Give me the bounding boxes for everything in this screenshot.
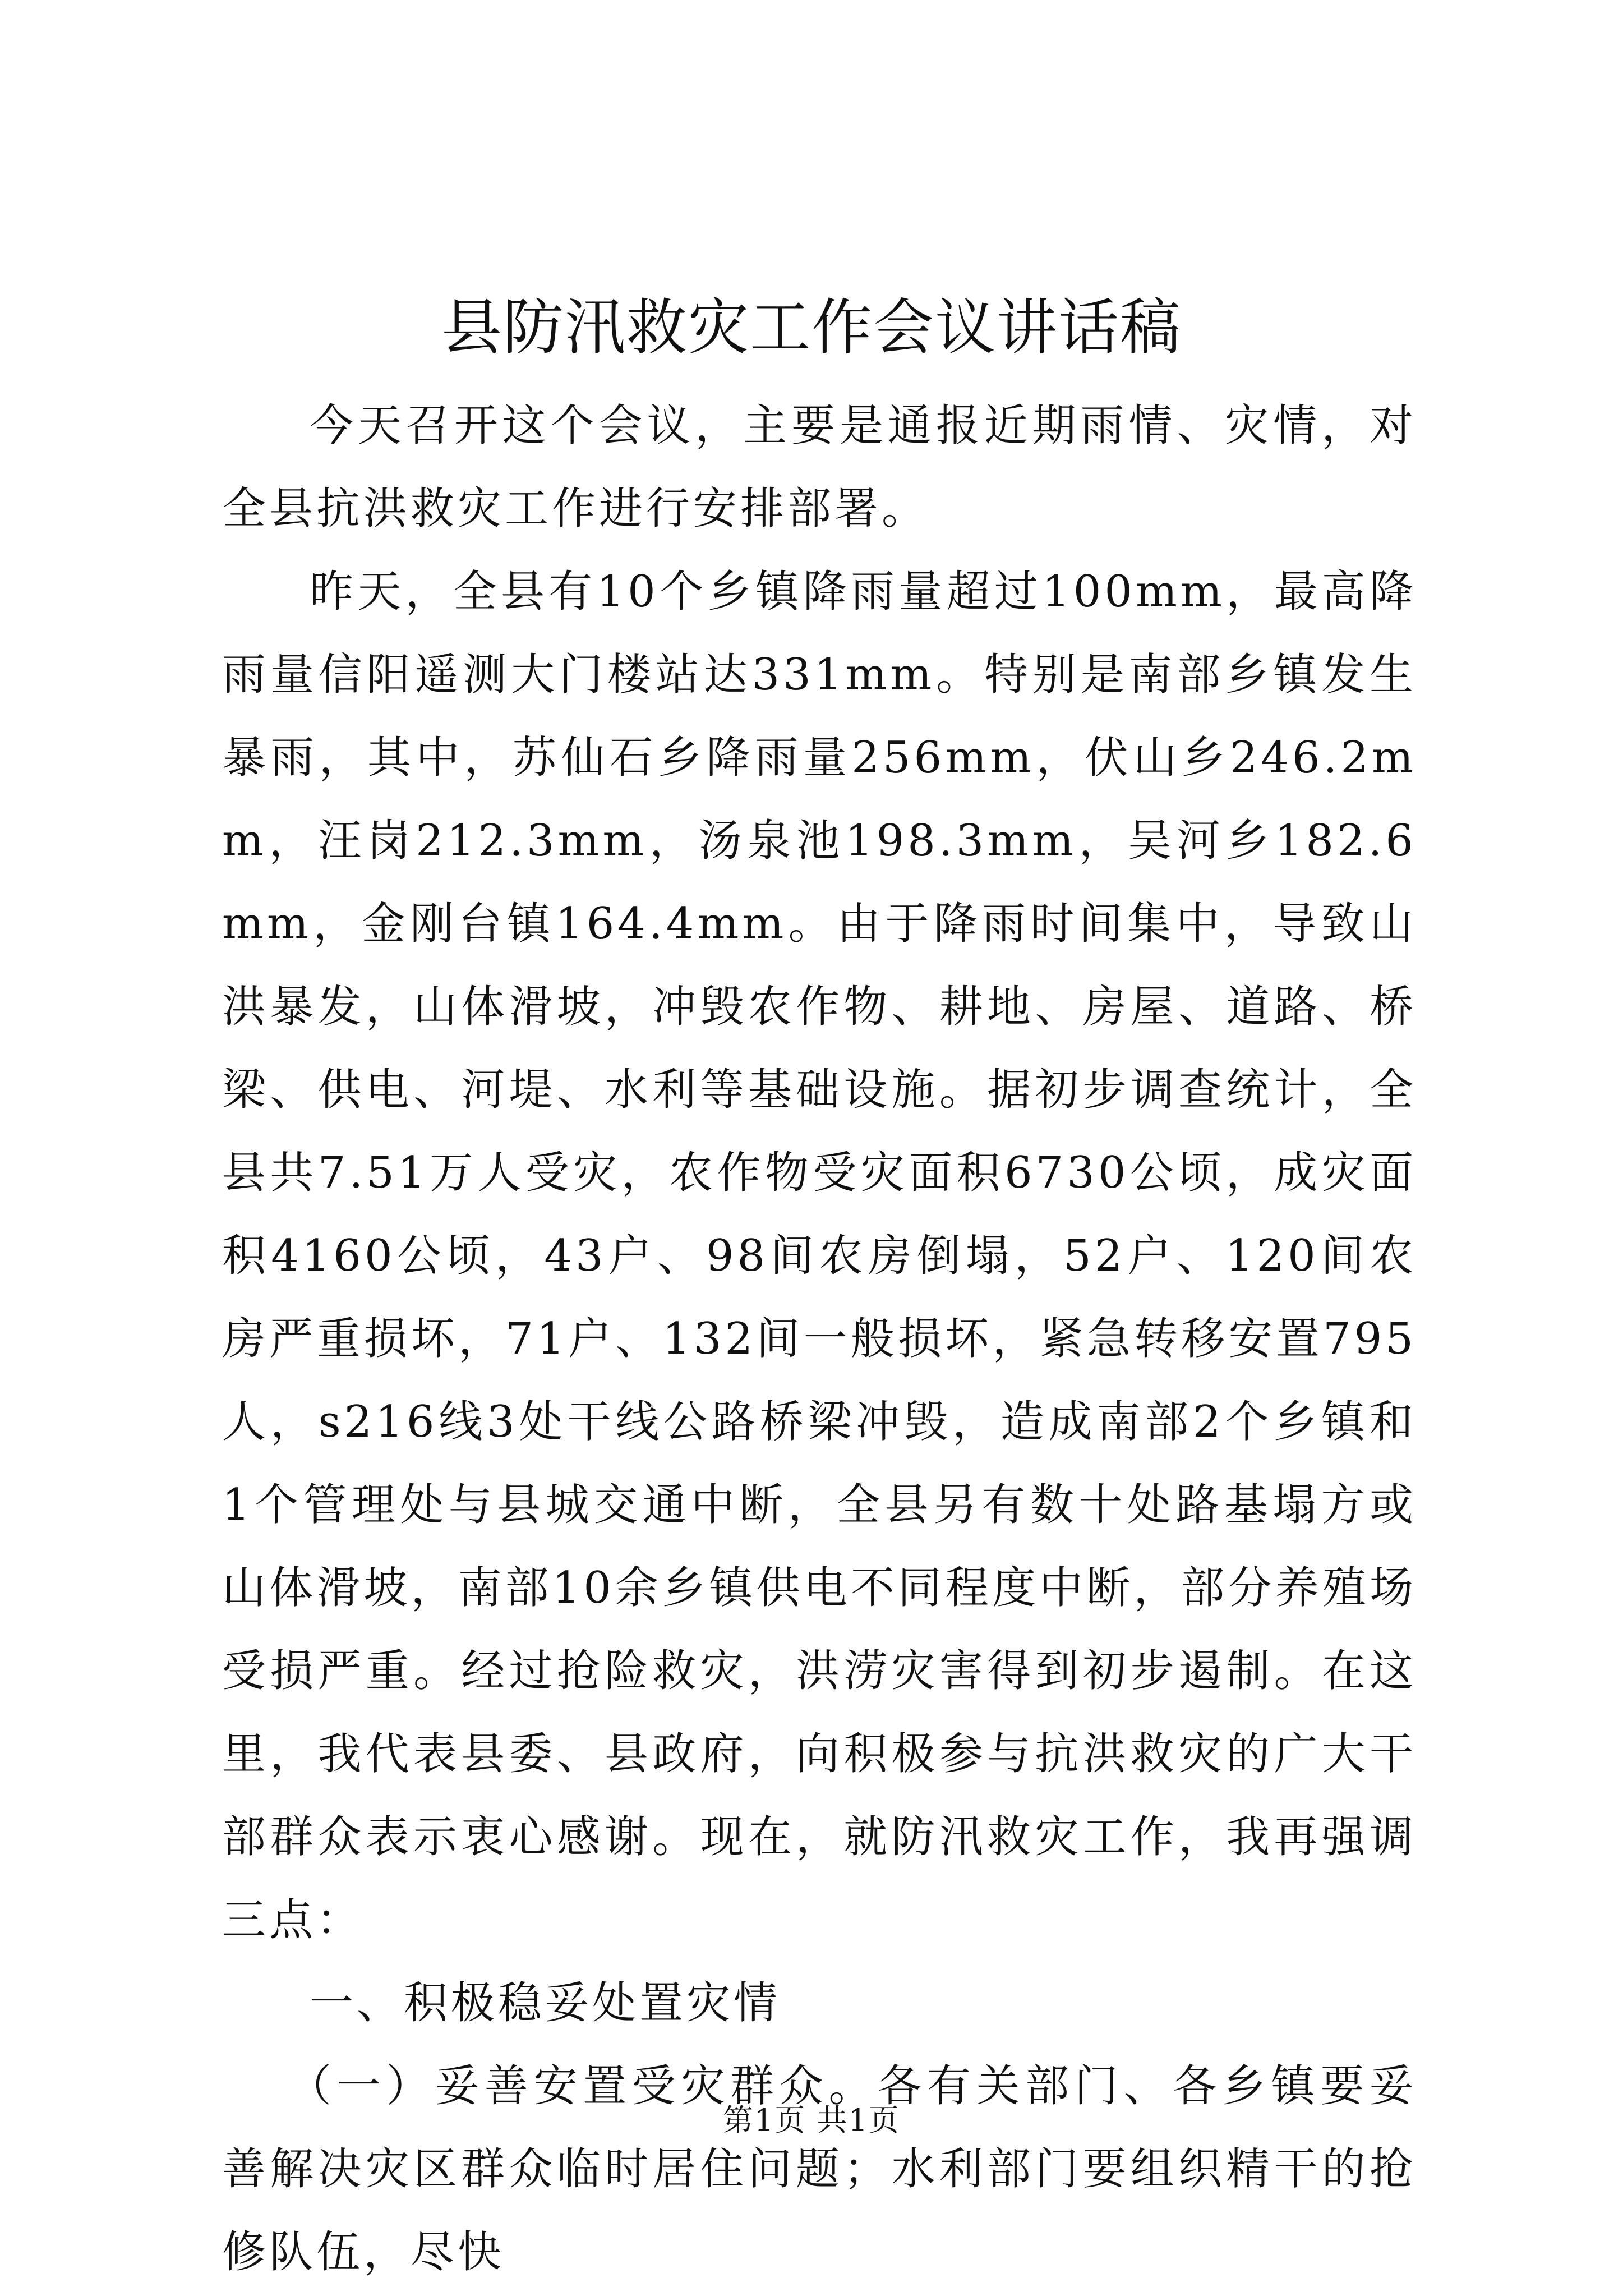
section-heading: 一、积极稳妥处置灾情 <box>310 1978 781 2028</box>
subsection-paragraph: （一）妥善安置受灾群众。各有关部门、各乡镇要妥善解决灾区群众临时居住问题；水利部门要组织精干的抢修队伍，尽快 <box>222 2061 1417 2277</box>
disaster-report-paragraph: 昨天，全县有10个乡镇降雨量超过100mm，最高降雨量信阳遥测大门楼站达331mm。特别是南部乡镇发生暴雨，其中，苏仙石乡降雨量256mm，伏山乡246.2mm，汪岗212.3mm，汤泉池198.3mm，吴河乡182.6mm，金刚台镇164.4mm。由于降雨时间集中，导致山洪暴发，山体滑坡，冲毁农作物、耕地、房屋、道路、桥梁、供电、河堤、水利等基础设施。据初步调查统计，全县共7.51万人受灾，农作物受灾面积6730公顷，成灾面积4160公顷，43户、98间农房倒塌，52户、120间农房严重损坏，71户、132间一般损坏，紧急转移安置795人，s216线3处干线公路桥梁冲毁，造成南部2个乡镇和1个管理处与县城交通中断，全县另有数十处路基塌方或山体滑坡，南部10余乡镇供电不同程度中断，部分养殖场受损严重。经过抢险救灾，洪涝灾害得到初步遏制。在这里，我代表县委、县政府，向积极参与抗洪救灾的广大干部群众表示衷心感谢。现在，就防汛救灾工作，我再强调三点： <box>222 567 1417 1945</box>
document-title: 县防汛救灾工作会议讲话稿 <box>441 293 1182 363</box>
page-footer: 第1页 共1页 <box>723 2102 900 2138</box>
document-body <box>222 384 1417 2294</box>
intro-paragraph: 今天召开这个会议，主要是通报近期雨情、灾情，对全县抗洪救灾工作进行安排部署。 <box>222 401 1417 534</box>
